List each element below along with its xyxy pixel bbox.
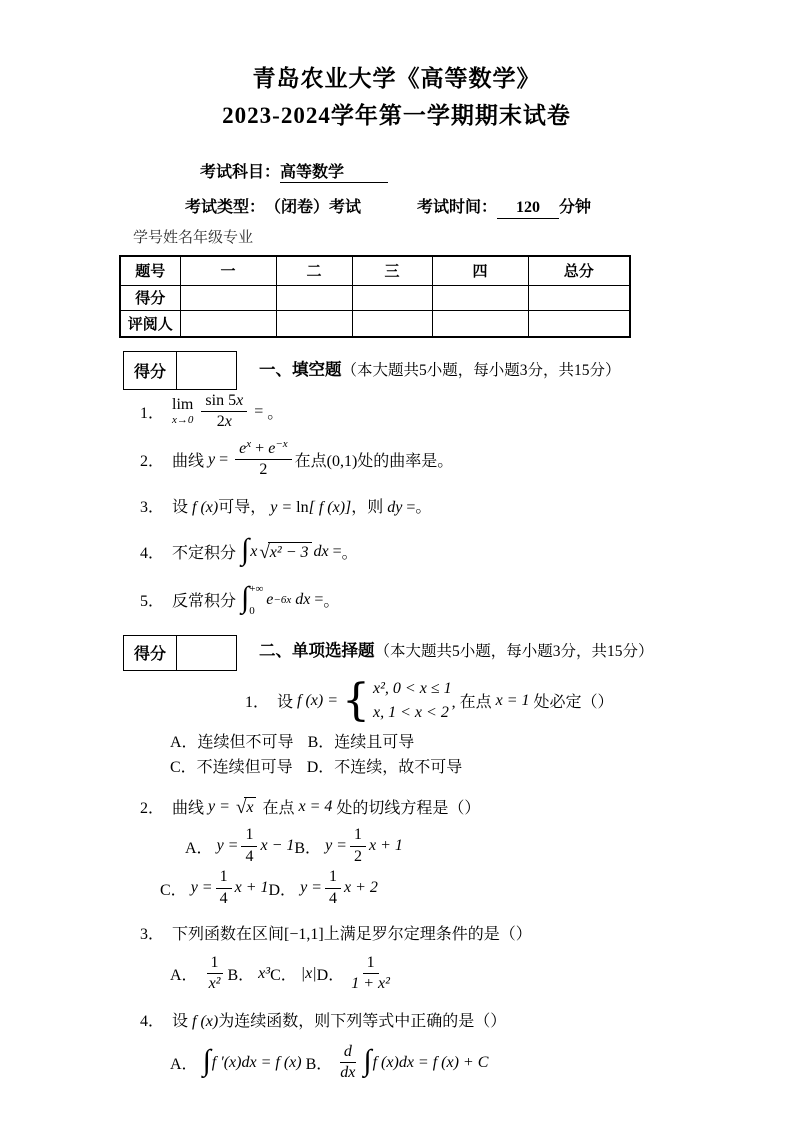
section1-title-bold: 一、填空题 — [259, 360, 342, 379]
question-number: 1． — [140, 405, 165, 423]
table-header-row — [120, 256, 630, 285]
subject-value: 高等数学 — [280, 164, 388, 183]
section2-title-note: （本大题共5小题，每小题3分，共15分） — [374, 642, 654, 660]
fraction-numerator: 1 — [325, 868, 341, 888]
section1-header — [123, 351, 793, 390]
math-radical — [236, 797, 257, 817]
fraction-numerator: 1 — [241, 826, 257, 846]
math-fraction — [347, 954, 394, 994]
math-fraction — [241, 826, 257, 866]
case-2: x, 1 < x < 2 — [373, 703, 449, 721]
reviewer-cell-empty — [432, 310, 528, 337]
header-part-2: 二 — [276, 256, 352, 285]
question-text: ，则 — [351, 498, 384, 516]
choice-q1-options-row2 — [170, 756, 793, 781]
choice-q1-options-row1 — [170, 731, 793, 756]
piecewise-cases — [373, 677, 452, 725]
fraction-denominator: 4 — [245, 847, 254, 865]
fraction-denominator: 2 — [353, 847, 362, 865]
score-summary-table — [119, 255, 631, 338]
exam-type-value: （闭卷）考试 — [265, 199, 362, 216]
section1-title — [259, 351, 621, 380]
math-expression: f ′(x)dx = f (x) — [211, 1053, 302, 1071]
fraction-denominator: 2 — [259, 461, 268, 479]
function-name: sin 5 — [205, 392, 237, 409]
integral-sign: ∫ — [363, 1043, 372, 1077]
math-expression: x = 1 — [495, 691, 530, 709]
exponent: −x — [275, 437, 288, 450]
fraction-numerator: 1 — [350, 826, 366, 846]
fill-q2 — [140, 437, 793, 480]
question-text: 在点 — [262, 800, 295, 818]
math-variable: y — [208, 450, 216, 468]
math-expression: f (x) = — [297, 691, 339, 709]
math-expression: x − 1 — [260, 837, 295, 855]
math-fraction — [205, 954, 225, 994]
lower-bound: 0 — [249, 604, 255, 617]
left-brace: { — [342, 675, 371, 727]
upper-bound: +∞ — [249, 582, 264, 595]
answer-blank-mark: 。 — [341, 545, 358, 563]
option-a: A．连续但不可导 — [170, 733, 294, 751]
question-text: 可导， — [218, 498, 267, 516]
question-text: 处必定（） — [533, 694, 614, 712]
math-fraction — [336, 1043, 359, 1083]
radical-sign: √ — [235, 796, 247, 818]
math-fraction — [235, 437, 291, 480]
choice-q2-options-row1 — [185, 826, 793, 866]
math-expression: y = — [270, 498, 293, 516]
fill-q4 — [140, 532, 793, 567]
math-differential: dx — [313, 542, 329, 560]
fraction-numerator: d — [340, 1043, 356, 1063]
score-box-label: 得分 — [124, 352, 177, 389]
math-fraction — [201, 392, 247, 432]
score-cell-empty — [432, 285, 528, 310]
student-info-line: 学号姓名年级专业 — [133, 230, 254, 246]
math-e: e — [266, 590, 274, 608]
question-text: 为连续函数，则下列等式中正确的是（） — [218, 1012, 507, 1030]
math-expression: x = 4 — [298, 797, 333, 815]
question-number: 4． — [140, 545, 165, 563]
option-c-label: C． — [160, 881, 187, 899]
fraction-numerator: 1 — [216, 868, 232, 888]
fraction-denominator: 4 — [328, 889, 337, 907]
math-radical — [259, 542, 311, 562]
section2-header — [123, 635, 793, 671]
math-expression: x + 1 — [234, 879, 269, 897]
score-cell-empty — [180, 285, 276, 310]
answer-blank-mark: 。 — [415, 498, 432, 516]
score-box — [123, 351, 237, 390]
exam-title-line1: 青岛农业大学《高等数学》 — [252, 66, 541, 91]
option-b: B．连续且可导 — [307, 733, 415, 751]
question-text: 设 — [172, 1012, 189, 1030]
radical-sign: √ — [259, 541, 270, 563]
equals-sign: = — [314, 590, 324, 608]
fraction-denominator: 4 — [219, 889, 228, 907]
fraction-numerator: 1 — [363, 954, 379, 974]
fraction-numerator: 1 — [207, 954, 223, 974]
exam-time-value: 120 — [497, 199, 559, 219]
reviewer-row — [120, 310, 630, 337]
equals-sign: = — [332, 542, 342, 560]
math-variable: x — [224, 413, 232, 431]
choice-q2 — [140, 795, 793, 818]
score-box — [123, 635, 237, 671]
math-expression: [ f (x)] — [308, 498, 352, 516]
math-expression: x + 2 — [343, 879, 378, 897]
exam-title-block — [0, 0, 793, 134]
subject-line — [0, 159, 793, 182]
question-text: 处的切线方程是（） — [336, 800, 481, 818]
choice-q4 — [140, 1010, 793, 1033]
question-number: 2． — [140, 453, 165, 471]
question-text: 在点(0,1)处的曲率是。 — [294, 453, 454, 471]
math-expression: |x| — [300, 964, 317, 982]
question-text: 下列函数在区间[−1,1]上满足罗尔定理条件的是（） — [172, 925, 532, 943]
integral-bounds — [249, 583, 263, 617]
math-e: e — [268, 439, 276, 457]
exam-type-label: 考试类型： — [185, 199, 266, 216]
fraction-numerator — [201, 392, 247, 412]
math-fraction — [325, 868, 341, 908]
header-question-no: 题号 — [120, 256, 180, 285]
fraction-denominator — [213, 412, 236, 431]
score-cell-empty — [528, 285, 630, 310]
question-number: 2． — [140, 800, 165, 818]
math-expression: y = — [325, 837, 347, 855]
math-variable: x — [250, 542, 258, 560]
section2-title-bold: 二、单项选择题 — [259, 640, 375, 660]
reviewer-cell-empty — [528, 310, 630, 337]
math-expression: x³ — [258, 964, 271, 982]
fill-q3 — [140, 496, 793, 519]
choice-q1 — [245, 677, 793, 725]
fraction-numerator — [235, 437, 291, 460]
integral-sign: ∫ — [241, 580, 250, 614]
option-d-label: D． — [316, 967, 345, 985]
question-number: 1． — [245, 694, 270, 712]
score-cell-empty — [352, 285, 432, 310]
header-part-1: 一 — [180, 256, 276, 285]
reviewer-cell-empty — [276, 310, 352, 337]
radicand: x — [244, 797, 256, 817]
math-expression: f (x) — [192, 498, 219, 516]
question-text: 曲线 — [172, 800, 205, 818]
reviewer-cell-empty — [180, 310, 276, 337]
case-1: x², 0 < x ≤ 1 — [373, 679, 452, 697]
math-fraction — [216, 868, 232, 908]
exam-time-unit: 分钟 — [559, 199, 592, 216]
answer-blank-mark: 。 — [267, 405, 284, 423]
section2-title — [259, 635, 654, 661]
header-total: 总分 — [528, 256, 630, 285]
score-row-label: 得分 — [120, 285, 180, 310]
question-number: 3． — [140, 925, 165, 943]
limit-operator: lim — [172, 396, 194, 414]
equals-sign: = — [254, 402, 264, 420]
header-part-4: 四 — [432, 256, 528, 285]
question-text: , 在点 — [451, 694, 492, 712]
math-expression: f (x)dx = f (x) + C — [372, 1053, 489, 1071]
question-text: 设 — [277, 694, 294, 712]
math-e: e — [239, 439, 247, 457]
section1-title-note: （本大题共5小题，每小题3分，共15分） — [341, 362, 621, 379]
type-time-line — [0, 194, 793, 219]
option-d: D．不连续，故不可导 — [306, 758, 463, 776]
question-number: 3． — [140, 498, 165, 516]
equals-sign: = — [406, 498, 416, 516]
header-part-3: 三 — [352, 256, 432, 285]
choice-q2-options-row2 — [160, 868, 793, 908]
score-box-label: 得分 — [124, 636, 177, 670]
radicand: x² − 3 — [268, 542, 312, 562]
option-d-label: D． — [268, 881, 297, 899]
fill-q1 — [140, 392, 793, 432]
exponent: x — [246, 437, 252, 450]
option-c-label: C． — [270, 967, 297, 985]
question-text: 曲线 — [172, 453, 205, 471]
choice-q3-options — [170, 954, 793, 994]
limit-subscript: x→0 — [172, 414, 194, 427]
question-text: 设 — [172, 498, 189, 516]
math-expression: y = — [216, 837, 239, 855]
equals-sign: = — [219, 450, 229, 468]
math-differential: dx — [295, 590, 311, 608]
integral-sign: ∫ — [202, 1043, 211, 1077]
exam-title-line2: 2023-2024学年第一学期期末试卷 — [222, 103, 571, 128]
math-expression: dy — [387, 498, 403, 516]
math-expression: y = — [208, 797, 230, 815]
math-expression: y = — [190, 879, 213, 897]
score-box-blank — [177, 352, 236, 389]
score-cell-empty — [276, 285, 352, 310]
question-text: 反常积分 — [172, 593, 237, 611]
exam-time-label: 考试时间： — [417, 199, 498, 216]
question-text: 不定积分 — [172, 545, 237, 563]
option-b-label: B． — [305, 1056, 333, 1074]
math-expression: x + 1 — [368, 837, 403, 855]
option-a-label: A． — [170, 1056, 198, 1074]
choice-q3 — [140, 923, 793, 946]
answer-blank-mark: 。 — [323, 593, 340, 611]
plus-sign: + — [255, 439, 265, 457]
fraction-denominator: x² — [208, 975, 221, 993]
option-a-label: A． — [185, 839, 213, 857]
math-expression: y = — [300, 879, 322, 897]
coefficient: 2 — [216, 413, 225, 431]
fill-q5: 5． 反常积分 ∫ +∞ 0 e −6x dx = 。 — [140, 580, 340, 617]
math-limit — [172, 397, 193, 426]
score-row — [120, 285, 630, 310]
subject-label: 考试科目： — [200, 164, 281, 181]
option-a-label: A． — [170, 967, 198, 985]
reviewer-row-label: 评阅人 — [120, 310, 180, 337]
reviewer-cell-empty — [352, 310, 432, 337]
option-c: C．不连续但可导 — [170, 758, 293, 776]
math-fraction — [350, 826, 366, 866]
question-number: 4． — [140, 1012, 165, 1030]
fraction-denominator: 1 + x² — [351, 975, 390, 993]
math-variable: x — [236, 392, 244, 409]
function-name: ln — [296, 498, 309, 516]
question-number: 5． — [140, 593, 165, 611]
math-expression: f (x) — [192, 1012, 219, 1030]
fraction-denominator: dx — [340, 1064, 356, 1082]
option-b-label: B． — [294, 839, 322, 857]
integral-sign: ∫ — [241, 532, 250, 566]
score-box-blank — [177, 636, 236, 670]
option-b-label: B． — [227, 967, 255, 985]
choice-q4-options — [170, 1043, 793, 1083]
